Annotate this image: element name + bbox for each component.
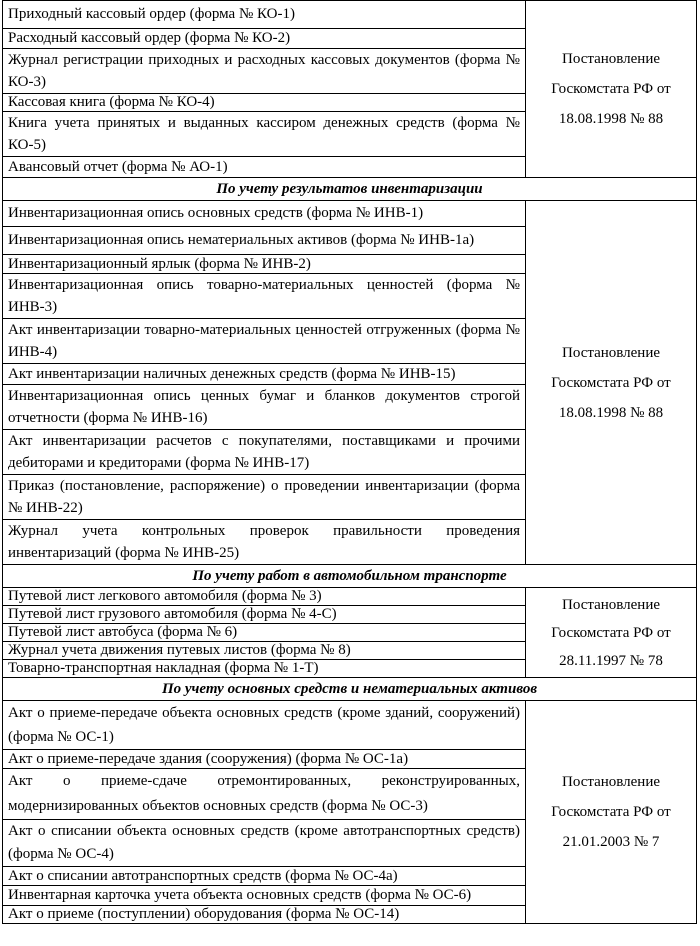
- document-cell: Товарно-транспортная накладная (форма № 1-Т): [3, 660, 526, 678]
- table-row: [3, 1, 697, 29]
- document-cell: Приходный кассовый ордер (форма № КО-1): [3, 1, 526, 29]
- forms-table: [2, 0, 697, 924]
- table-row: [3, 588, 697, 606]
- document-cell: Путевой лист автобуса (форма № 6): [3, 624, 526, 642]
- document-cell: Инвентаризационная опись основных средств (форма № ИНВ-1): [3, 201, 526, 227]
- document-cell: Акт о приеме-сдаче отремонтированных, реконструированных, модернизированных объектов основных средств (форма № ОС-3): [3, 769, 526, 820]
- document-cell: Журнал учета контрольных проверок правильности проведения инвентаризаций (форма № ИНВ-25): [3, 520, 526, 565]
- section-header-row: [3, 678, 697, 701]
- document-cell: Приказ (постановление, распоряжение) о проведении инвентаризации (форма № ИНВ-22): [3, 475, 526, 520]
- table-row: [3, 201, 697, 227]
- document-cell: Инвентаризационная опись нематериальных активов (форма № ИНВ-1а): [3, 227, 526, 255]
- document-cell: Журнал учета движения путевых листов (форма № 8): [3, 642, 526, 660]
- document-cell: Книга учета принятых и выданных кассиром денежных средств (форма № КО-5): [3, 112, 526, 157]
- regulation-cell: [526, 1, 697, 178]
- forms-table-sheet: [2, 0, 696, 944]
- regulation-cell: [526, 201, 697, 565]
- document-cell: Инвентарная карточка учета объекта основных средств (форма № ОС-6): [3, 886, 526, 906]
- regulation-line: 18.08.1998 № 88: [558, 111, 664, 127]
- section-header-row: [3, 565, 697, 588]
- document-cell: Инвентаризационная опись ценных бумаг и бланков документов строгой отчетности (форма № ИНВ-16): [3, 385, 526, 430]
- document-cell: Акт о приеме-передаче объекта основных средств (кроме зданий, сооружений) (форма № ОС-1): [3, 701, 526, 750]
- document-cell: Путевой лист грузового автомобиля (форма № 4-С): [3, 606, 526, 624]
- regulation-cell: [526, 701, 697, 924]
- regulation-line: 21.01.2003 № 7: [562, 834, 660, 850]
- document-cell: Акт о списании автотранспортных средств (форма № ОС-4а): [3, 867, 526, 886]
- document-cell: Авансовый отчет (форма № АО-1): [3, 157, 526, 178]
- regulation-line: 18.08.1998 № 88: [558, 404, 664, 421]
- section-header: По учету работ в автомобильном транспорте: [3, 565, 697, 588]
- regulation-line: Постановление: [561, 596, 661, 613]
- regulation-line: Госкомстата РФ от: [551, 624, 671, 641]
- section-header: По учету основных средств и нематериальных активов: [3, 678, 697, 701]
- regulation-line: Постановление: [561, 51, 661, 67]
- section-header: По учету результатов инвентаризации: [3, 178, 697, 201]
- document-cell: Акт о списании объекта основных средств (кроме автотранспортных средств) (форма № ОС-4): [3, 820, 526, 867]
- document-cell: Акт о приеме (поступлении) оборудования (форма № ОС-14): [3, 906, 526, 924]
- regulation-line: Постановление: [561, 774, 661, 790]
- document-cell: Акт инвентаризации наличных денежных средств (форма № ИНВ-15): [3, 364, 526, 385]
- document-cell: Журнал регистрации приходных и расходных кассовых документов (форма № КО-3): [3, 49, 526, 94]
- document-cell: Инвентаризационная опись товарно-материальных ценностей (форма № ИНВ-3): [3, 274, 526, 319]
- document-cell: Акт инвентаризации товарно-материальных ценностей отгруженных (форма № ИНВ-4): [3, 319, 526, 364]
- regulation-line: Госкомстата РФ от: [551, 81, 671, 97]
- document-cell: Расходный кассовый ордер (форма № КО-2): [3, 29, 526, 49]
- document-cell: Путевой лист легкового автомобиля (форма № 3): [3, 588, 526, 606]
- regulation-line: Постановление: [561, 344, 661, 361]
- regulation-line: Госкомстата РФ от: [551, 374, 671, 391]
- document-cell: Акт инвентаризации расчетов с покупателями, поставщиками и прочими дебиторами и кредиторами (форма № ИНВ-17): [3, 430, 526, 475]
- section-header-row: [3, 178, 697, 201]
- document-cell: Кассовая книга (форма № КО-4): [3, 94, 526, 112]
- table-row: [3, 701, 697, 750]
- document-cell: Инвентаризационный ярлык (форма № ИНВ-2): [3, 255, 526, 274]
- regulation-cell: [526, 588, 697, 678]
- document-cell: Акт о приеме-передаче здания (сооружения) (форма № ОС-1а): [3, 750, 526, 769]
- regulation-line: Госкомстата РФ от: [551, 804, 671, 820]
- regulation-line: 28.11.1997 № 78: [559, 652, 663, 669]
